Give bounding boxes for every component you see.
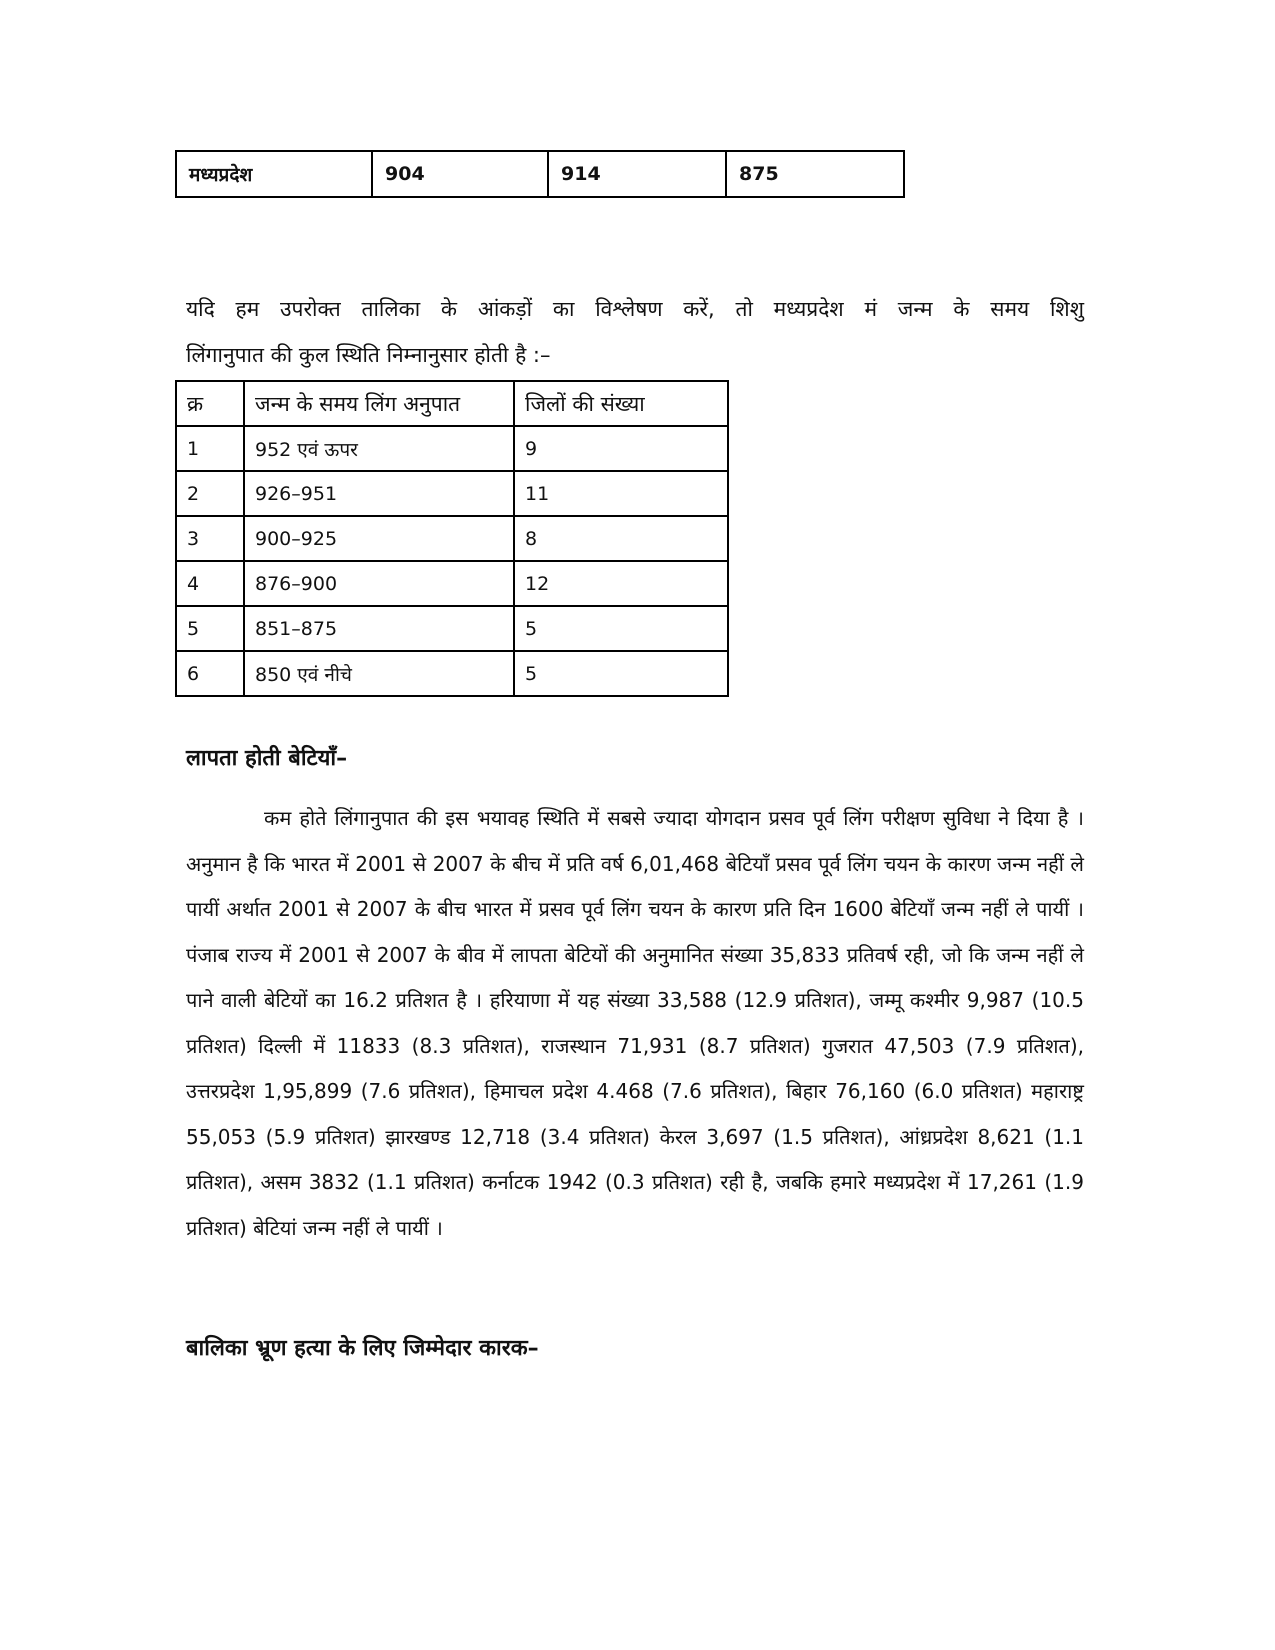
districts-cell: 9 <box>514 426 728 471</box>
ratio-cell: 876–900 <box>244 561 514 606</box>
ratio-cell: 926–951 <box>244 471 514 516</box>
missing-daughters-paragraph: कम होते लिंगानुपात की इस भयावह स्थिति में सबसे ज्यादा योगदान प्रसव पूर्व लिंग परीक्षण सुविधा ने दिया है । अनुमान है कि भारत में 2001 से 2007 के बीच में प्रति वर्ष 6,01,468 बेटियॉं प्रसव पूर्व लिंग चयन के कारण जन्म नहीं ले पायीं अर्थात 2001 से 2007 के बीच भारत में प्रसव पूर्व लिंग चयन के कारण प्रति दिन 1600 बेटियॉं जन्म नहीं ले पायीं । पंजाब राज्य में 2001 से 2007 के बीव में लापता बेटियों की अनुमानित संख्या 35,833 प्रतिवर्ष रही, जो कि जन्म नहीं ले पाने वाली बेटियों का 16.2 प्रतिशत है । हरियाणा में यह संख्या 33,588 (12.9 प्रतिशत), जम्मू कश्मीर 9,987 (10.5 प्रतिशत) दिल्ली में 11833 (8.3 प्रतिशत), राजस्थान 71,931 (8.7 प्रतिशत) गुजरात 47,503 (7.9 प्रतिशत), उत्तरप्रदेश 1,95,899 (7.6 प्रतिशत), हिमाचल प्रदेश 4.468 (7.6 प्रतिशत), बिहार 76,160 (6.0 प्रतिशत) महाराष्ट्र 55,053 (5.9 प्रतिशत) झारखण्ड 12,718 (3.4 प्रतिशत) केरल 3,697 (1.5 प्रतिशत), आंध्रप्रदेश 8,621 (1.1 प्रतिशत), असम 3832 (1.1 प्रतिशत) कर्नाटक 1942 (0.3 प्रतिशत) रही है, जबकि हमारे मध्यप्रदेश में 17,261 (1.9 प्रतिशत) बेटियां जन्म नहीं ले पायीं । <box>186 806 1084 1240</box>
intro-paragraph <box>186 286 1084 378</box>
districts-cell: 11 <box>514 471 728 516</box>
districts-cell: 5 <box>514 606 728 651</box>
state-name-cell: मध्यप्रदेश <box>176 151 372 197</box>
section-heading-missing-daughters: लापता होती बेटियॉं– <box>186 746 348 771</box>
value-cell: 914 <box>548 151 726 197</box>
ratio-cell: 900–925 <box>244 516 514 561</box>
table-header-row <box>176 381 728 426</box>
value-cell: 875 <box>726 151 904 197</box>
serial-cell: 4 <box>176 561 244 606</box>
header-cell-districts: जिलों की संख्या <box>514 381 728 426</box>
value-cell: 904 <box>372 151 548 197</box>
table-row <box>176 606 728 651</box>
section-heading-responsible-factors: बालिका भ्रूण हत्या के लिए जिम्मेदार कारक– <box>186 1336 539 1361</box>
table-row <box>176 516 728 561</box>
ratio-cell: 851–875 <box>244 606 514 651</box>
serial-cell: 6 <box>176 651 244 696</box>
header-cell-ratio: जन्म के समय लिंग अनुपात <box>244 381 514 426</box>
header-cell-serial: क्र <box>176 381 244 426</box>
table-row <box>176 426 728 471</box>
state-summary-table <box>175 150 905 198</box>
serial-cell: 1 <box>176 426 244 471</box>
serial-cell: 2 <box>176 471 244 516</box>
serial-cell: 5 <box>176 606 244 651</box>
serial-cell: 3 <box>176 516 244 561</box>
ratio-cell: 850 एवं नीचे <box>244 651 514 696</box>
sex-ratio-table <box>175 380 729 697</box>
table-row <box>176 651 728 696</box>
table-row <box>176 471 728 516</box>
table-row <box>176 151 904 197</box>
districts-cell: 5 <box>514 651 728 696</box>
ratio-cell: 952 एवं ऊपर <box>244 426 514 471</box>
intro-line-1: यदि हम उपरोक्त तालिका के आंकड़ों का विश्लेषण करें, तो मध्यप्रदेश मं जन्म के समय शिशु <box>186 297 1084 321</box>
districts-cell: 12 <box>514 561 728 606</box>
table-row <box>176 561 728 606</box>
intro-line-2: लिंगानुपात की कुल स्थिति निम्नानुसार होती है :– <box>186 343 551 367</box>
districts-cell: 8 <box>514 516 728 561</box>
